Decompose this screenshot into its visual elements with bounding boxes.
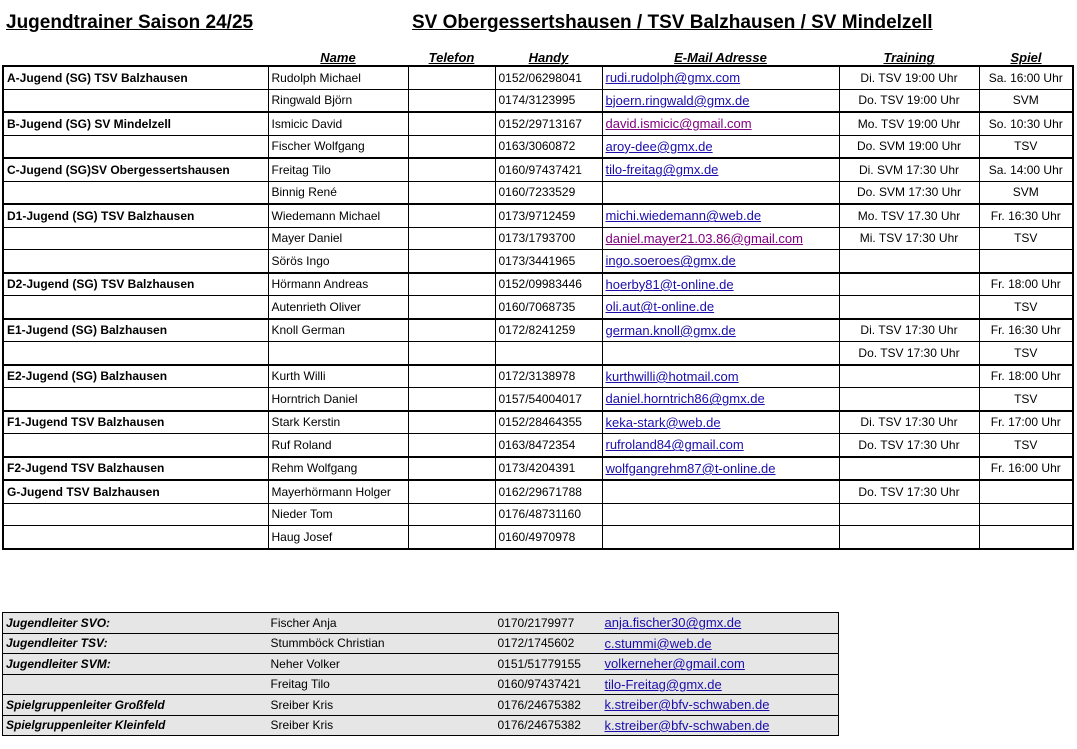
training-cell: Do. SVM 17:30 Uhr	[839, 181, 979, 204]
trainer-table	[2, 46, 1074, 550]
email-link[interactable]: k.streiber@bfv-schwaben.de	[604, 697, 770, 713]
email-cell	[602, 89, 839, 112]
telefon-cell	[408, 480, 495, 503]
header-team	[3, 46, 268, 66]
telefon-cell	[408, 135, 495, 158]
spiel-cell: Fr. 18:00 Uhr	[979, 365, 1073, 388]
team-cell: D1-Jugend (SG) TSV Balzhausen	[3, 204, 268, 227]
leader-name: Freitag Tilo	[268, 674, 495, 695]
table-header-row	[3, 46, 1073, 66]
spiel-cell: Fr. 16:00 Uhr	[979, 457, 1073, 481]
spiel-cell	[979, 503, 1073, 526]
leader-role: Jugendleiter SVO:	[3, 613, 268, 634]
leader-name: Neher Volker	[268, 654, 495, 675]
email-cell	[602, 319, 839, 342]
leader-role: Spielgruppenleiter Kleinfeld	[3, 715, 268, 736]
team-cell	[3, 181, 268, 204]
leader-handy: 0160/97437421	[495, 674, 602, 695]
team-cell: F1-Jugend TSV Balzhausen	[3, 411, 268, 434]
email-link[interactable]: tilo-Freitag@gmx.de	[604, 676, 722, 692]
team-cell	[3, 526, 268, 549]
name-cell: Binnig René	[268, 181, 408, 204]
telefon-cell	[408, 457, 495, 481]
telefon-cell	[408, 319, 495, 342]
email-link[interactable]: daniel.mayer21.03.86@gmail.com	[605, 230, 803, 246]
team-cell	[3, 89, 268, 112]
header-email: E-Mail Adresse	[674, 50, 767, 65]
table-row	[3, 411, 1073, 434]
email-link[interactable]: daniel.horntrich86@gmx.de	[605, 391, 765, 407]
training-cell	[839, 296, 979, 319]
spiel-cell: Fr. 18:00 Uhr	[979, 273, 1073, 296]
training-cell: Do. TSV 17:30 Uhr	[839, 434, 979, 457]
email-link[interactable]: tilo-freitag@gmx.de	[605, 162, 719, 178]
table-row	[3, 112, 1073, 135]
handy-cell: 0160/7233529	[495, 181, 602, 204]
telefon-cell	[408, 503, 495, 526]
handy-cell: 0176/48731160	[495, 503, 602, 526]
leader-name: Sreiber Kris	[268, 695, 495, 716]
email-link[interactable]: rufroland84@gmail.com	[605, 437, 744, 453]
name-cell: Autenrieth Oliver	[268, 296, 408, 319]
email-cell	[602, 158, 839, 181]
leader-email	[602, 695, 839, 716]
leader-name: Fischer Anja	[268, 613, 495, 634]
email-cell	[602, 526, 839, 549]
email-link[interactable]: bjoern.ringwald@gmx.de	[605, 92, 750, 108]
training-cell: Di. SVM 17:30 Uhr	[839, 158, 979, 181]
telefon-cell	[408, 342, 495, 365]
email-cell	[602, 457, 839, 481]
name-cell: Freitag Tilo	[268, 158, 408, 181]
team-cell	[3, 296, 268, 319]
training-cell: Mo. TSV 17.30 Uhr	[839, 204, 979, 227]
spiel-cell: TSV	[979, 135, 1073, 158]
email-link[interactable]: aroy-dee@gmx.de	[605, 138, 713, 154]
leader-name: Stummböck Christian	[268, 633, 495, 654]
email-cell	[602, 411, 839, 434]
table-row	[3, 135, 1073, 158]
spiel-cell: SVM	[979, 89, 1073, 112]
telefon-cell	[408, 296, 495, 319]
email-cell	[602, 296, 839, 319]
name-cell: Ismicic David	[268, 112, 408, 135]
email-cell	[602, 480, 839, 503]
handy-cell: 0152/09983446	[495, 273, 602, 296]
leader-email	[602, 715, 839, 736]
name-cell: Fischer Wolfgang	[268, 135, 408, 158]
telefon-cell	[408, 112, 495, 135]
leader-role: Jugendleiter SVM:	[3, 654, 268, 675]
email-cell	[602, 503, 839, 526]
header-name: Name	[320, 50, 356, 65]
spiel-cell: Sa. 14:00 Uhr	[979, 158, 1073, 181]
header-training: Training	[883, 50, 935, 65]
leader-email	[602, 674, 839, 695]
email-link[interactable]: german.knoll@gmx.de	[605, 322, 736, 338]
handy-cell: 0163/3060872	[495, 135, 602, 158]
handy-cell: 0152/28464355	[495, 411, 602, 434]
telefon-cell	[408, 250, 495, 273]
training-cell: Di. TSV 17:30 Uhr	[839, 411, 979, 434]
telefon-cell	[408, 388, 495, 411]
email-cell	[602, 66, 839, 89]
team-cell: E1-Jugend (SG) Balzhausen	[3, 319, 268, 342]
telefon-cell	[408, 158, 495, 181]
telefon-cell	[408, 181, 495, 204]
email-cell	[602, 342, 839, 365]
email-link[interactable]: michi.wiedemann@web.de	[605, 208, 762, 224]
leader-handy: 0176/24675382	[495, 715, 602, 736]
training-cell: Do. SVM 19:00 Uhr	[839, 135, 979, 158]
email-link[interactable]: anja.fischer30@gmx.de	[604, 615, 742, 631]
training-cell: Mi. TSV 17:30 Uhr	[839, 227, 979, 250]
leader-row	[3, 654, 839, 675]
table-row	[3, 227, 1073, 250]
name-cell: Horntrich Daniel	[268, 388, 408, 411]
spiel-cell: SVM	[979, 181, 1073, 204]
spiel-cell: TSV	[979, 434, 1073, 457]
training-cell	[839, 273, 979, 296]
email-link[interactable]: kurthwilli@hotmail.com	[605, 368, 739, 384]
telefon-cell	[408, 526, 495, 549]
telefon-cell	[408, 66, 495, 89]
email-cell	[602, 227, 839, 250]
leader-email	[602, 613, 839, 634]
email-cell	[602, 250, 839, 273]
name-cell: Rehm Wolfgang	[268, 457, 408, 481]
email-link[interactable]: k.streiber@bfv-schwaben.de	[604, 717, 770, 733]
training-cell	[839, 503, 979, 526]
email-link[interactable]: c.stummi@web.de	[604, 635, 712, 651]
team-cell	[3, 250, 268, 273]
leader-row	[3, 633, 839, 654]
telefon-cell	[408, 89, 495, 112]
leader-handy: 0172/1745602	[495, 633, 602, 654]
team-cell: F2-Jugend TSV Balzhausen	[3, 457, 268, 481]
handy-cell: 0173/9712459	[495, 204, 602, 227]
leader-row	[3, 695, 839, 716]
leaders-table	[2, 612, 839, 736]
name-cell: Stark Kerstin	[268, 411, 408, 434]
table-row	[3, 503, 1073, 526]
name-cell	[268, 342, 408, 365]
leader-row	[3, 674, 839, 695]
handy-cell: 0162/29671788	[495, 480, 602, 503]
table-row	[3, 526, 1073, 549]
team-cell: E2-Jugend (SG) Balzhausen	[3, 365, 268, 388]
spiel-cell: Fr. 16:30 Uhr	[979, 204, 1073, 227]
handy-cell: 0152/06298041	[495, 66, 602, 89]
clubs-title: SV Obergessertshausen / TSV Balzhausen / SV Mindelzell	[412, 12, 933, 33]
spiel-cell: Fr. 16:30 Uhr	[979, 319, 1073, 342]
team-cell	[3, 388, 268, 411]
spiel-cell: Fr. 17:00 Uhr	[979, 411, 1073, 434]
email-cell	[602, 365, 839, 388]
telefon-cell	[408, 411, 495, 434]
table-row	[3, 204, 1073, 227]
email-link[interactable]: hoerby81@t-online.de	[605, 276, 734, 292]
name-cell: Kurth Willi	[268, 365, 408, 388]
spiel-cell: TSV	[979, 342, 1073, 365]
telefon-cell	[408, 273, 495, 296]
team-cell	[3, 434, 268, 457]
table-row	[3, 250, 1073, 273]
handy-cell: 0157/54004017	[495, 388, 602, 411]
leader-email	[602, 633, 839, 654]
handy-cell: 0172/8241259	[495, 319, 602, 342]
spiel-cell: TSV	[979, 227, 1073, 250]
table-row	[3, 296, 1073, 319]
training-cell	[839, 457, 979, 481]
handy-cell: 0160/4970978	[495, 526, 602, 549]
spiel-cell: TSV	[979, 388, 1073, 411]
table-row	[3, 434, 1073, 457]
page-title: Jugendtrainer Saison 24/25	[6, 12, 254, 33]
training-cell	[839, 388, 979, 411]
table-row	[3, 319, 1073, 342]
email-cell	[602, 112, 839, 135]
name-cell: Mayerhörmann Holger	[268, 480, 408, 503]
leader-row	[3, 613, 839, 634]
header-telefon: Telefon	[428, 50, 475, 65]
table-row	[3, 457, 1073, 481]
table-row	[3, 181, 1073, 204]
table-row	[3, 480, 1073, 503]
leader-handy: 0176/24675382	[495, 695, 602, 716]
training-cell: Di. TSV 19:00 Uhr	[839, 66, 979, 89]
team-cell	[3, 342, 268, 365]
team-cell: B-Jugend (SG) SV Mindelzell	[3, 112, 268, 135]
leader-email	[602, 654, 839, 675]
name-cell: Wiedemann Michael	[268, 204, 408, 227]
name-cell: Hörmann Andreas	[268, 273, 408, 296]
handy-cell: 0173/1793700	[495, 227, 602, 250]
email-cell	[602, 388, 839, 411]
table-row	[3, 342, 1073, 365]
table-row	[3, 89, 1073, 112]
name-cell: Rudolph Michael	[268, 66, 408, 89]
table-row	[3, 388, 1073, 411]
team-cell: D2-Jugend (SG) TSV Balzhausen	[3, 273, 268, 296]
email-cell	[602, 273, 839, 296]
email-link[interactable]: keka-stark@web.de	[605, 414, 721, 430]
table-row	[3, 365, 1073, 388]
email-cell	[602, 135, 839, 158]
leader-handy: 0170/2179977	[495, 613, 602, 634]
email-cell	[602, 204, 839, 227]
training-cell: Do. TSV 17:30 Uhr	[839, 480, 979, 503]
training-cell	[839, 365, 979, 388]
handy-cell: 0160/97437421	[495, 158, 602, 181]
handy-cell: 0160/7068735	[495, 296, 602, 319]
email-link[interactable]: ingo.soeroes@gmx.de	[605, 253, 736, 269]
telefon-cell	[408, 204, 495, 227]
name-cell: Ruf Roland	[268, 434, 408, 457]
telefon-cell	[408, 365, 495, 388]
team-cell	[3, 227, 268, 250]
email-link[interactable]: wolfgangrehm87@t-online.de	[605, 460, 776, 476]
handy-cell: 0173/3441965	[495, 250, 602, 273]
name-cell: Sörös Ingo	[268, 250, 408, 273]
team-cell: C-Jugend (SG)SV Obergessertshausen	[3, 158, 268, 181]
team-cell: G-Jugend TSV Balzhausen	[3, 480, 268, 503]
email-link[interactable]: oli.aut@t-online.de	[605, 299, 715, 315]
training-cell	[839, 526, 979, 549]
name-cell: Ringwald Björn	[268, 89, 408, 112]
spiel-cell: So. 10:30 Uhr	[979, 112, 1073, 135]
name-cell: Mayer Daniel	[268, 227, 408, 250]
handy-cell: 0174/3123995	[495, 89, 602, 112]
leader-role: Jugendleiter TSV:	[3, 633, 268, 654]
spiel-cell: TSV	[979, 296, 1073, 319]
leader-handy: 0151/51779155	[495, 654, 602, 675]
team-cell	[3, 503, 268, 526]
team-cell: A-Jugend (SG) TSV Balzhausen	[3, 66, 268, 89]
leader-role: Spielgruppenleiter Großfeld	[3, 695, 268, 716]
leader-rows	[3, 613, 839, 736]
spiel-cell	[979, 480, 1073, 503]
team-cell	[3, 135, 268, 158]
handy-cell: 0173/4204391	[495, 457, 602, 481]
email-link[interactable]: volkerneher@gmail.com	[604, 656, 745, 672]
name-cell: Nieder Tom	[268, 503, 408, 526]
trainer-rows	[3, 66, 1073, 549]
email-cell	[602, 434, 839, 457]
training-cell: Mo. TSV 19:00 Uhr	[839, 112, 979, 135]
table-row	[3, 158, 1073, 181]
name-cell: Haug Josef	[268, 526, 408, 549]
table-row	[3, 66, 1073, 89]
leader-row	[3, 715, 839, 736]
leader-role	[3, 674, 268, 695]
spiel-cell	[979, 250, 1073, 273]
header-handy: Handy	[528, 50, 569, 65]
training-cell: Do. TSV 17:30 Uhr	[839, 342, 979, 365]
training-cell	[839, 250, 979, 273]
telefon-cell	[408, 227, 495, 250]
leader-name: Sreiber Kris	[268, 715, 495, 736]
header-spiel: Spiel	[1010, 50, 1042, 65]
email-link[interactable]: rudi.rudolph@gmx.com	[605, 70, 741, 86]
spiel-cell: Sa. 16:00 Uhr	[979, 66, 1073, 89]
name-cell: Knoll German	[268, 319, 408, 342]
email-link[interactable]: david.ismicic@gmail.com	[605, 116, 752, 132]
spiel-cell	[979, 526, 1073, 549]
handy-cell: 0152/29713167	[495, 112, 602, 135]
table-row	[3, 273, 1073, 296]
telefon-cell	[408, 434, 495, 457]
handy-cell: 0172/3138978	[495, 365, 602, 388]
training-cell: Do. TSV 19:00 Uhr	[839, 89, 979, 112]
email-cell	[602, 181, 839, 204]
handy-cell: 0163/8472354	[495, 434, 602, 457]
handy-cell	[495, 342, 602, 365]
training-cell: Di. TSV 17:30 Uhr	[839, 319, 979, 342]
